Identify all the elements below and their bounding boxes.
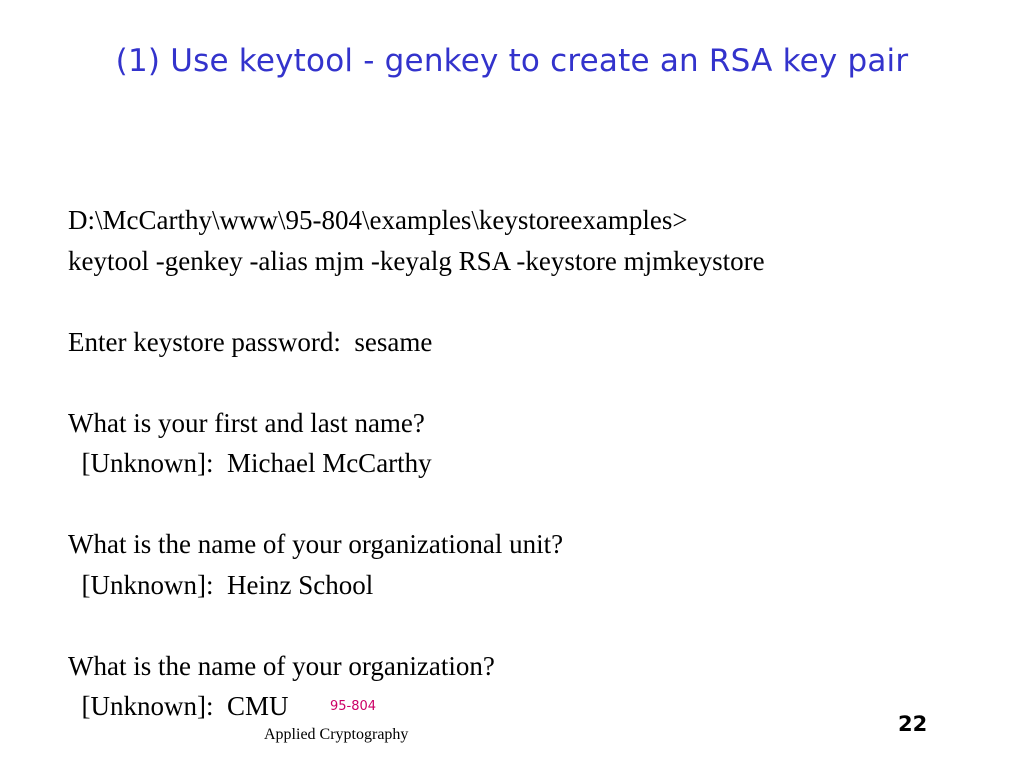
body-line [68, 281, 968, 322]
body-line: [Unknown]: Michael McCarthy [68, 448, 432, 478]
body-line [68, 362, 968, 403]
body-line: What is the name of your organizational unit? [68, 529, 564, 559]
slide-title: (1) Use keytool - genkey to create an RSA key pair [115, 43, 909, 79]
footer-course-number: 95-804 [330, 699, 377, 714]
body-line: D:\McCarthy\www\95-804\examples\keystoreexamples> [68, 205, 688, 235]
body-line [68, 605, 968, 646]
body-line: [Unknown]: Heinz School [68, 569, 374, 600]
body-line: What is your first and last name? [68, 407, 425, 438]
body-line: What is the name of your organization? [68, 650, 495, 681]
body-line [68, 484, 968, 525]
slide-body [68, 200, 968, 727]
page-number: 22 [898, 712, 928, 736]
body-line: [Unknown]: CMU [68, 691, 289, 721]
body-line: keytool -genkey -alias mjm -keyalg RSA -keystore mjmkeystore [68, 245, 765, 276]
footer-course-name: Applied Cryptography [264, 726, 409, 743]
body-line: Enter keystore password: sesame [68, 326, 433, 357]
